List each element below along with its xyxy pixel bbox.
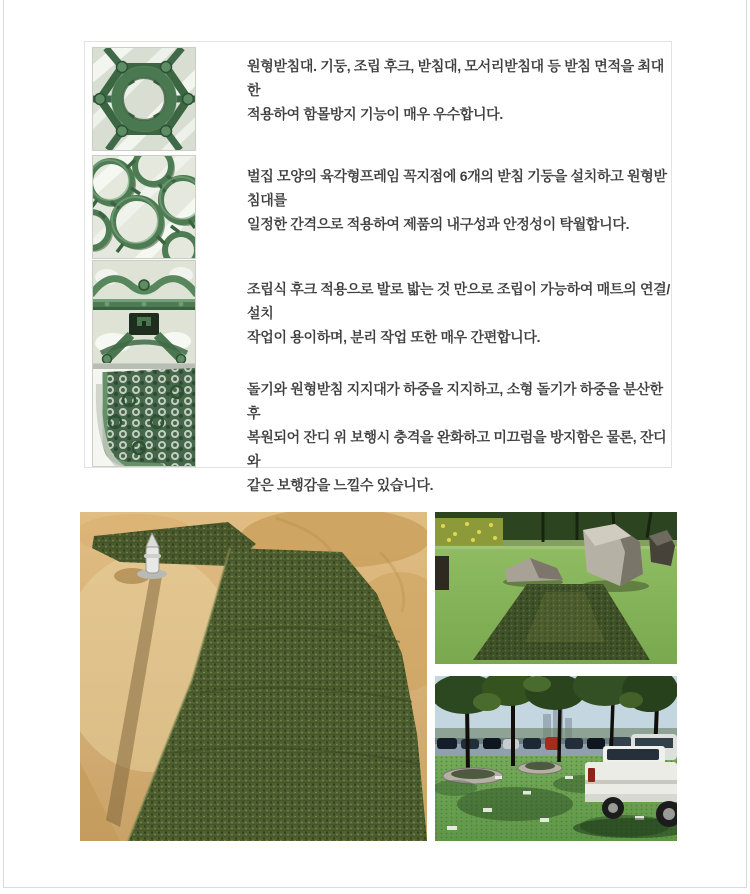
feature-2-line-2: 일정한 간격으로 적용하여 제품의 내구성과 안정성이 탁월합니다.: [247, 216, 630, 232]
feature-2-line-1: 벌집 모양의 육각형프레임 꼭지점에 6개의 받침 기둥을 설치하고 원형받침대를: [247, 168, 667, 208]
feature-1-line-2: 적용하여 함몰방지 기능이 매우 우수합니다.: [247, 106, 503, 122]
hexagon-frame-pillars-thumb: [92, 155, 196, 259]
photo-grass-grid-parking-lot: [435, 676, 677, 841]
mat-corner-spikes-thumb: [92, 363, 196, 467]
round-support-ring-image: [93, 48, 195, 150]
photo-mat-on-lawn-with-rocks: [435, 512, 677, 664]
photo-mat-path-on-straw-ground: [80, 512, 427, 841]
feature-1-line-1: 원형받침대. 기둥, 조립 후크, 받침대, 모서리받침대 등 받침 면적을 최대한: [247, 58, 664, 98]
feature-text-2: [247, 164, 677, 236]
page-frame: [3, 0, 747, 888]
hexagon-frame-pillars-image: [93, 156, 195, 258]
feature-3-line-2: 작업이 용이하며, 분리 작업 또한 매우 간편합니다.: [247, 329, 541, 345]
feature-4-line-1: 돌기와 원형받침 지지대가 하중을 지지하고, 소형 돌기가 하중을 분산한 후: [247, 381, 663, 421]
feature-4-line-3: 같은 보행감을 느낄수 있습니다.: [247, 477, 434, 493]
feature-4-line-2: 복원되어 잔디 위 보행시 충격을 완화하고 미끄럼을 방지함은 물론, 잔디와: [247, 429, 667, 469]
mat-path-straw-image: [80, 512, 427, 841]
lawn-rocks-image: [435, 512, 677, 664]
assembly-hook-image: [93, 261, 195, 363]
feature-text-4: [247, 377, 677, 497]
feature-text-3: [247, 277, 677, 349]
round-support-ring-thumb: [92, 47, 196, 151]
feature-text-1: [247, 54, 677, 126]
parking-lot-image: [435, 676, 677, 841]
assembly-hook-thumb: [92, 260, 196, 364]
left-stump: [435, 556, 449, 590]
mat-corner-spikes-image: [93, 364, 195, 466]
feature-box: [84, 41, 672, 493]
feature-3-line-1: 조립식 후크 적용으로 발로 밟는 것 만으로 조립이 가능하여 매트의 연결/설치: [247, 281, 670, 321]
